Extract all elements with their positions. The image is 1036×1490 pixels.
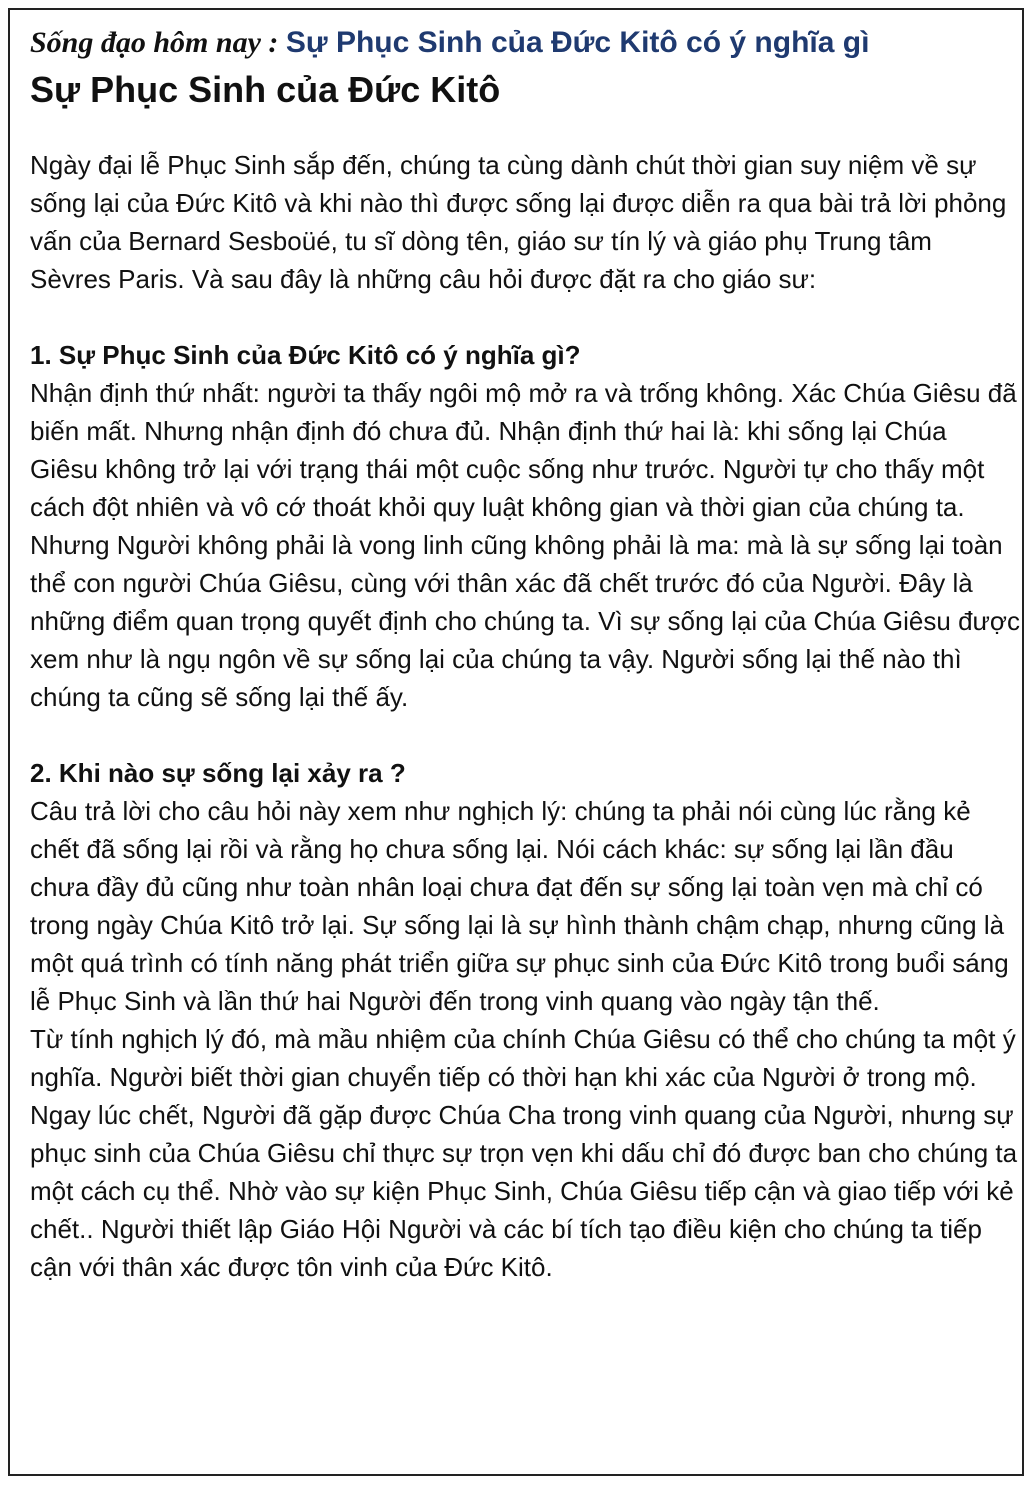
section-1-paragraph-1: Nhận định thứ nhất: người ta thấy ngôi mộ mở ra và trống không. Xác Chúa Giêsu đã biến mất. Nhưng nhận định đó chưa đủ. Nhận định thứ hai là: khi sống lại Chúa Giêsu không trở lại với trạng thái một cuộc sống như trước. Người tự cho thấy một cách đột nhiên và vô cớ thoát khỏi quy luật không gian và thời gian của chúng ta. Nhưng Người không phải là vong linh cũng không phải là ma: mà là sự sống lại toàn thể con người Chúa Giêsu, cùng với thân xác đã chết trước đó của Người. Đây là những điểm quan trọng quyết định cho chúng ta. Vì sự sống lại của Chúa Giêsu được xem như là ngụ ngôn về sự sống lại của chúng ta vậy. Người sống lại thế nào thì chúng ta cũng sẽ sống lại thế ấy.: [30, 378, 1020, 712]
section-2-paragraph-2: Từ tính nghịch lý đó, mà mầu nhiệm của chính Chúa Giêsu có thể cho chúng ta một ý nghĩa. Người biết thời gian chuyển tiếp có thời hạn khi xác của Người ở trong mộ. Ngay lúc chết, Người đã gặp được Chúa Cha trong vinh quang của Người, nhưng sự phục sinh của Chúa Giêsu chỉ thực sự trọn vẹn khi dấu chỉ đó được ban cho chúng ta một cách cụ thể. Nhờ vào sự kiện Phục Sinh, Chúa Giêsu tiếp cận và giao tiếp với kẻ chết.. Người thiết lập Giáo Hội Người và các bí tích tạo điều kiện cho chúng ta tiếp cận với thân xác được tôn vinh của Đức Kitô.: [30, 1024, 1018, 1282]
article-title: Sự Phục Sinh của Đức Kitô: [30, 69, 501, 110]
spacer: [30, 112, 1020, 146]
section-2-paragraph-1: Câu trả lời cho câu hỏi này xem như nghịch lý: chúng ta phải nói cùng lúc rằng kẻ chết đã sống lại rồi và rằng họ chưa sống lại. Nói cách khác: sự sống lại lần đầu chưa đầy đủ cũng như toàn nhân loại chưa đạt đến sự sống lại toàn vẹn mà chỉ có trong ngày Chúa Kitô trở lại. Sự sống lại là sự hình thành chậm chạp, nhưng cũng là một quá trình có tính năng phát triển giữa sự phục sinh của Đức Kitô trong buổi sáng lễ Phục Sinh và lần thứ hai Người đến trong vinh quang vào ngày tận thế.: [30, 796, 1009, 1016]
document-content: [30, 24, 1020, 1286]
header-article-link[interactable]: Sự Phục Sinh của Đức Kitô có ý nghĩa gì: [285, 26, 870, 59]
document-frame: [8, 8, 1024, 1476]
section-heading-2: 2. Khi nào sự sống lại xảy ra ?: [30, 758, 406, 788]
section-heading-1: 1. Sự Phục Sinh của Đức Kitô có ý nghĩa gì?: [30, 340, 581, 370]
intro-paragraph: Ngày đại lễ Phục Sinh sắp đến, chúng ta cùng dành chút thời gian suy niệm về sự sống lại của Đức Kitô và khi nào thì được sống lại được diễn ra qua bài trả lời phỏng vấn của Bernard Sesboüé, tu sĩ dòng tên, giáo sư tín lý và giáo phụ Trung tâm Sèvres Paris. Và sau đây là những câu hỏi được đặt ra cho giáo sư:: [30, 150, 1007, 294]
header-line: [30, 24, 1020, 62]
spacer: [30, 298, 1020, 336]
spacer: [30, 716, 1020, 754]
header-category: Sống đạo hôm nay :: [30, 26, 286, 59]
